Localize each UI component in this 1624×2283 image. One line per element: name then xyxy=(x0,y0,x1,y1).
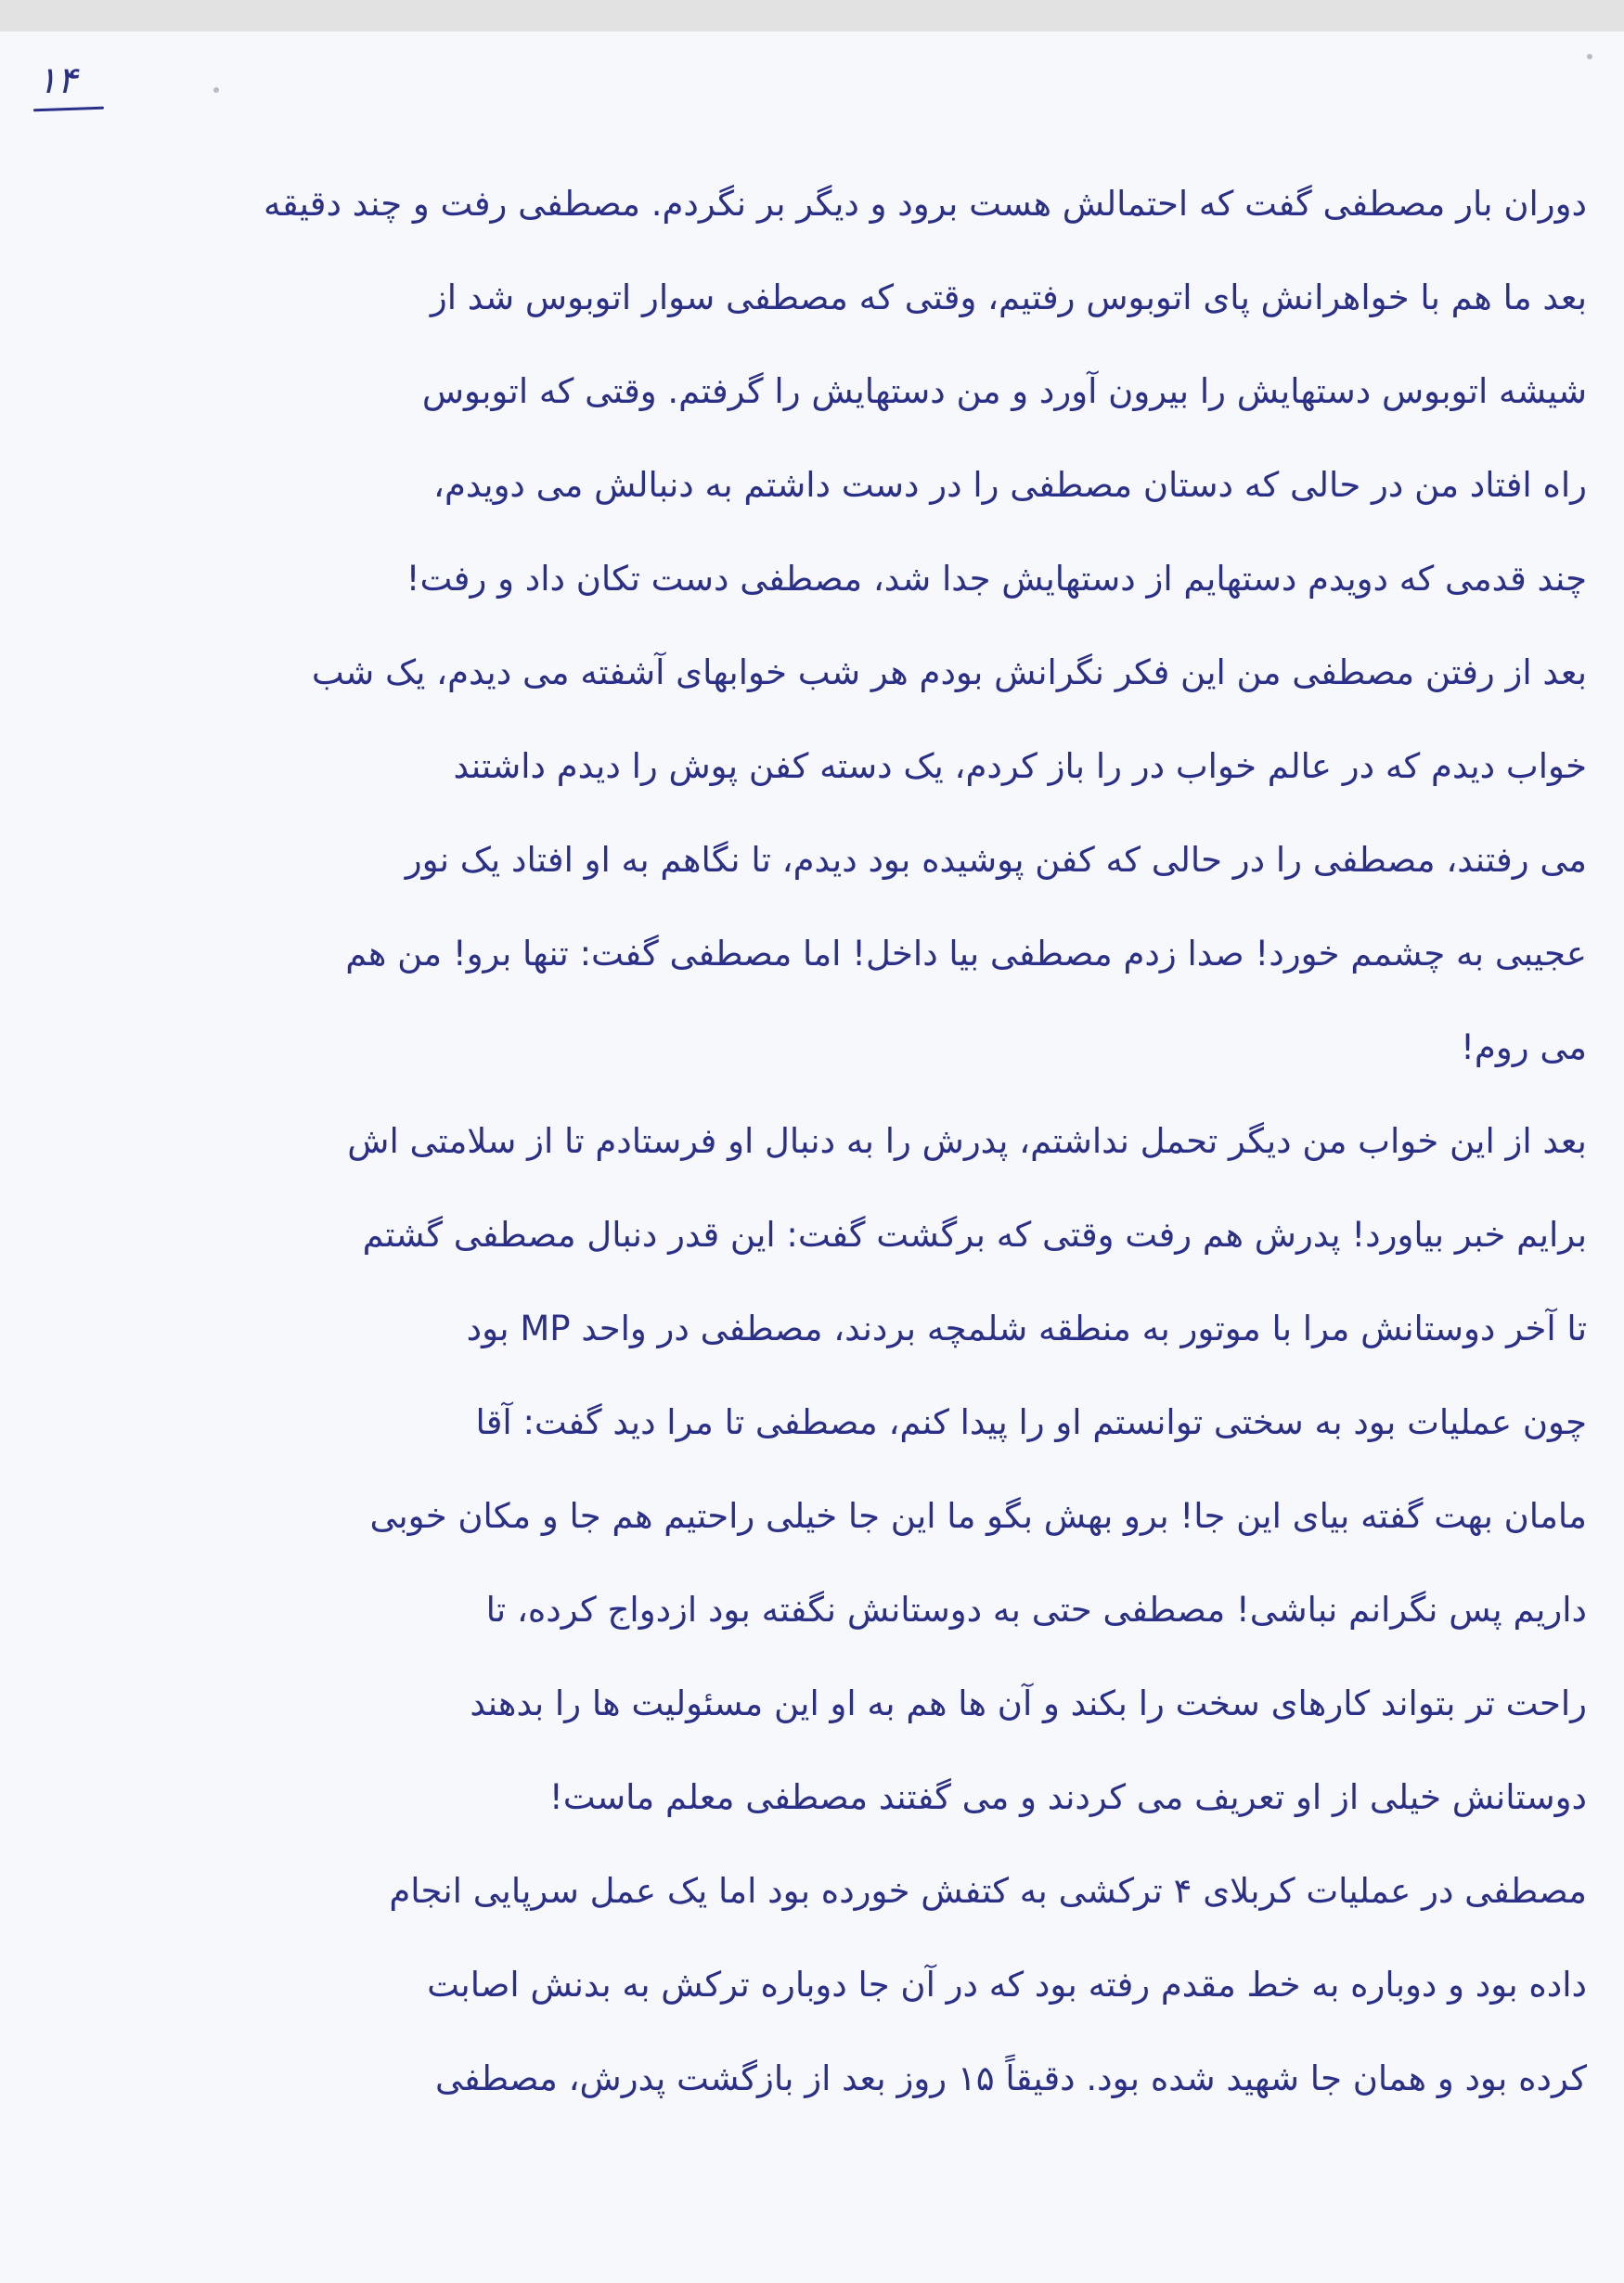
text-line: بعد از این خواب من دیگر تحمل نداشتم، پدرش را به دنبال او فرستادم تا از سلامتی اش xyxy=(347,1121,1587,1161)
text-line: برایم خبر بیاورد! پدرش هم رفت وقتی که برگشت گفت: این قدر دنبال مصطفی گشتم xyxy=(362,1215,1587,1255)
text-line: بعد ما هم با خواهرانش پای اتوبوس رفتیم، وقتی که مصطفی سوار اتوبوس شد از xyxy=(430,277,1587,317)
text-line: شیشه اتوبوس دستهایش را بیرون آورد و من دستهایش را گرفتم. وقتی که اتوبوس xyxy=(421,371,1587,411)
handwritten-body xyxy=(37,157,1587,2125)
text-line: راحت تر بتواند کارهای سخت را بکند و آن ها هم به او این مسئولیت ها را بدهند xyxy=(470,1683,1587,1723)
text-line: راه افتاد من در حالی که دستان مصطفی را در دست داشتم به دنبالش می دویدم، xyxy=(433,465,1587,505)
handwritten-page xyxy=(0,32,1624,2283)
text-line: داده بود و دوباره به خط مقدم رفته بود که در آن جا دوباره ترکش به بدنش اصابت xyxy=(427,1965,1587,2005)
text-line: می رفتند، مصطفی را در حالی که کفن پوشیده بود دیدم، تا نگاهم به او افتاد یک نور xyxy=(405,840,1587,880)
text-line: داریم پس نگرانم نباشی! مصطفی حتی به دوستانش نگفته بود ازدواج کرده، تا xyxy=(485,1590,1587,1630)
page-number: ۱۴ xyxy=(37,59,77,102)
text-line: می روم! xyxy=(1461,1027,1587,1067)
text-line: عجیبی به چشمم خورد! صدا زدم مصطفی بیا داخل! اما مصطفی گفت: تنها برو! من هم xyxy=(345,934,1587,974)
text-line: دوستانش خیلی از او تعریف می کردند و می گفتند مصطفی معلم ماست! xyxy=(548,1777,1587,1817)
text-line: چند قدمی که دویدم دستهایم از دستهایش جدا شد، مصطفی دست تکان داد و رفت! xyxy=(406,559,1587,599)
text-line: دوران بار مصطفی گفت که احتمالش هست برود و دیگر بر نگردم. مصطفی رفت و چند دقیقه xyxy=(264,184,1587,224)
paragraph-4 xyxy=(37,1844,1587,2125)
paragraph-3 xyxy=(37,1094,1587,1844)
paragraph-1 xyxy=(37,157,1587,626)
text-line: مصطفی در عملیات کربلای ۴ ترکشی به کتفش خورده بود اما یک عمل سرپایی انجام xyxy=(389,1871,1587,1911)
text-line: تا آخر دوستانش مرا با موتور به منطقه شلمچه بردند، مصطفی در واحد MP بود xyxy=(466,1309,1587,1348)
text-line: کرده بود و همان جا شهید شده بود. دقیقاً ۱۵ روز بعد از بازگشت پدرش، مصطفی xyxy=(435,2058,1587,2098)
paragraph-2 xyxy=(37,626,1587,1094)
text-line: چون عملیات بود به سختی توانستم او را پیدا کنم، مصطفی تا مرا دید گفت: آقا xyxy=(475,1402,1587,1442)
text-line: بعد از رفتن مصطفی من این فکر نگرانش بودم هر شب خوابهای آشفته می دیدم، یک شب xyxy=(311,652,1587,692)
paper-speck xyxy=(213,87,219,93)
text-line: مامان بهت گفته بیای این جا! برو بهش بگو ما این جا خیلی راحتیم هم جا و مکان خوبی xyxy=(369,1496,1587,1536)
text-line: خواب دیدم که در عالم خواب در را باز کردم، یک دسته کفن پوش را دیدم داشتند xyxy=(453,746,1587,786)
scanner-top-strip xyxy=(0,0,1624,32)
paper-speck xyxy=(1587,54,1592,59)
